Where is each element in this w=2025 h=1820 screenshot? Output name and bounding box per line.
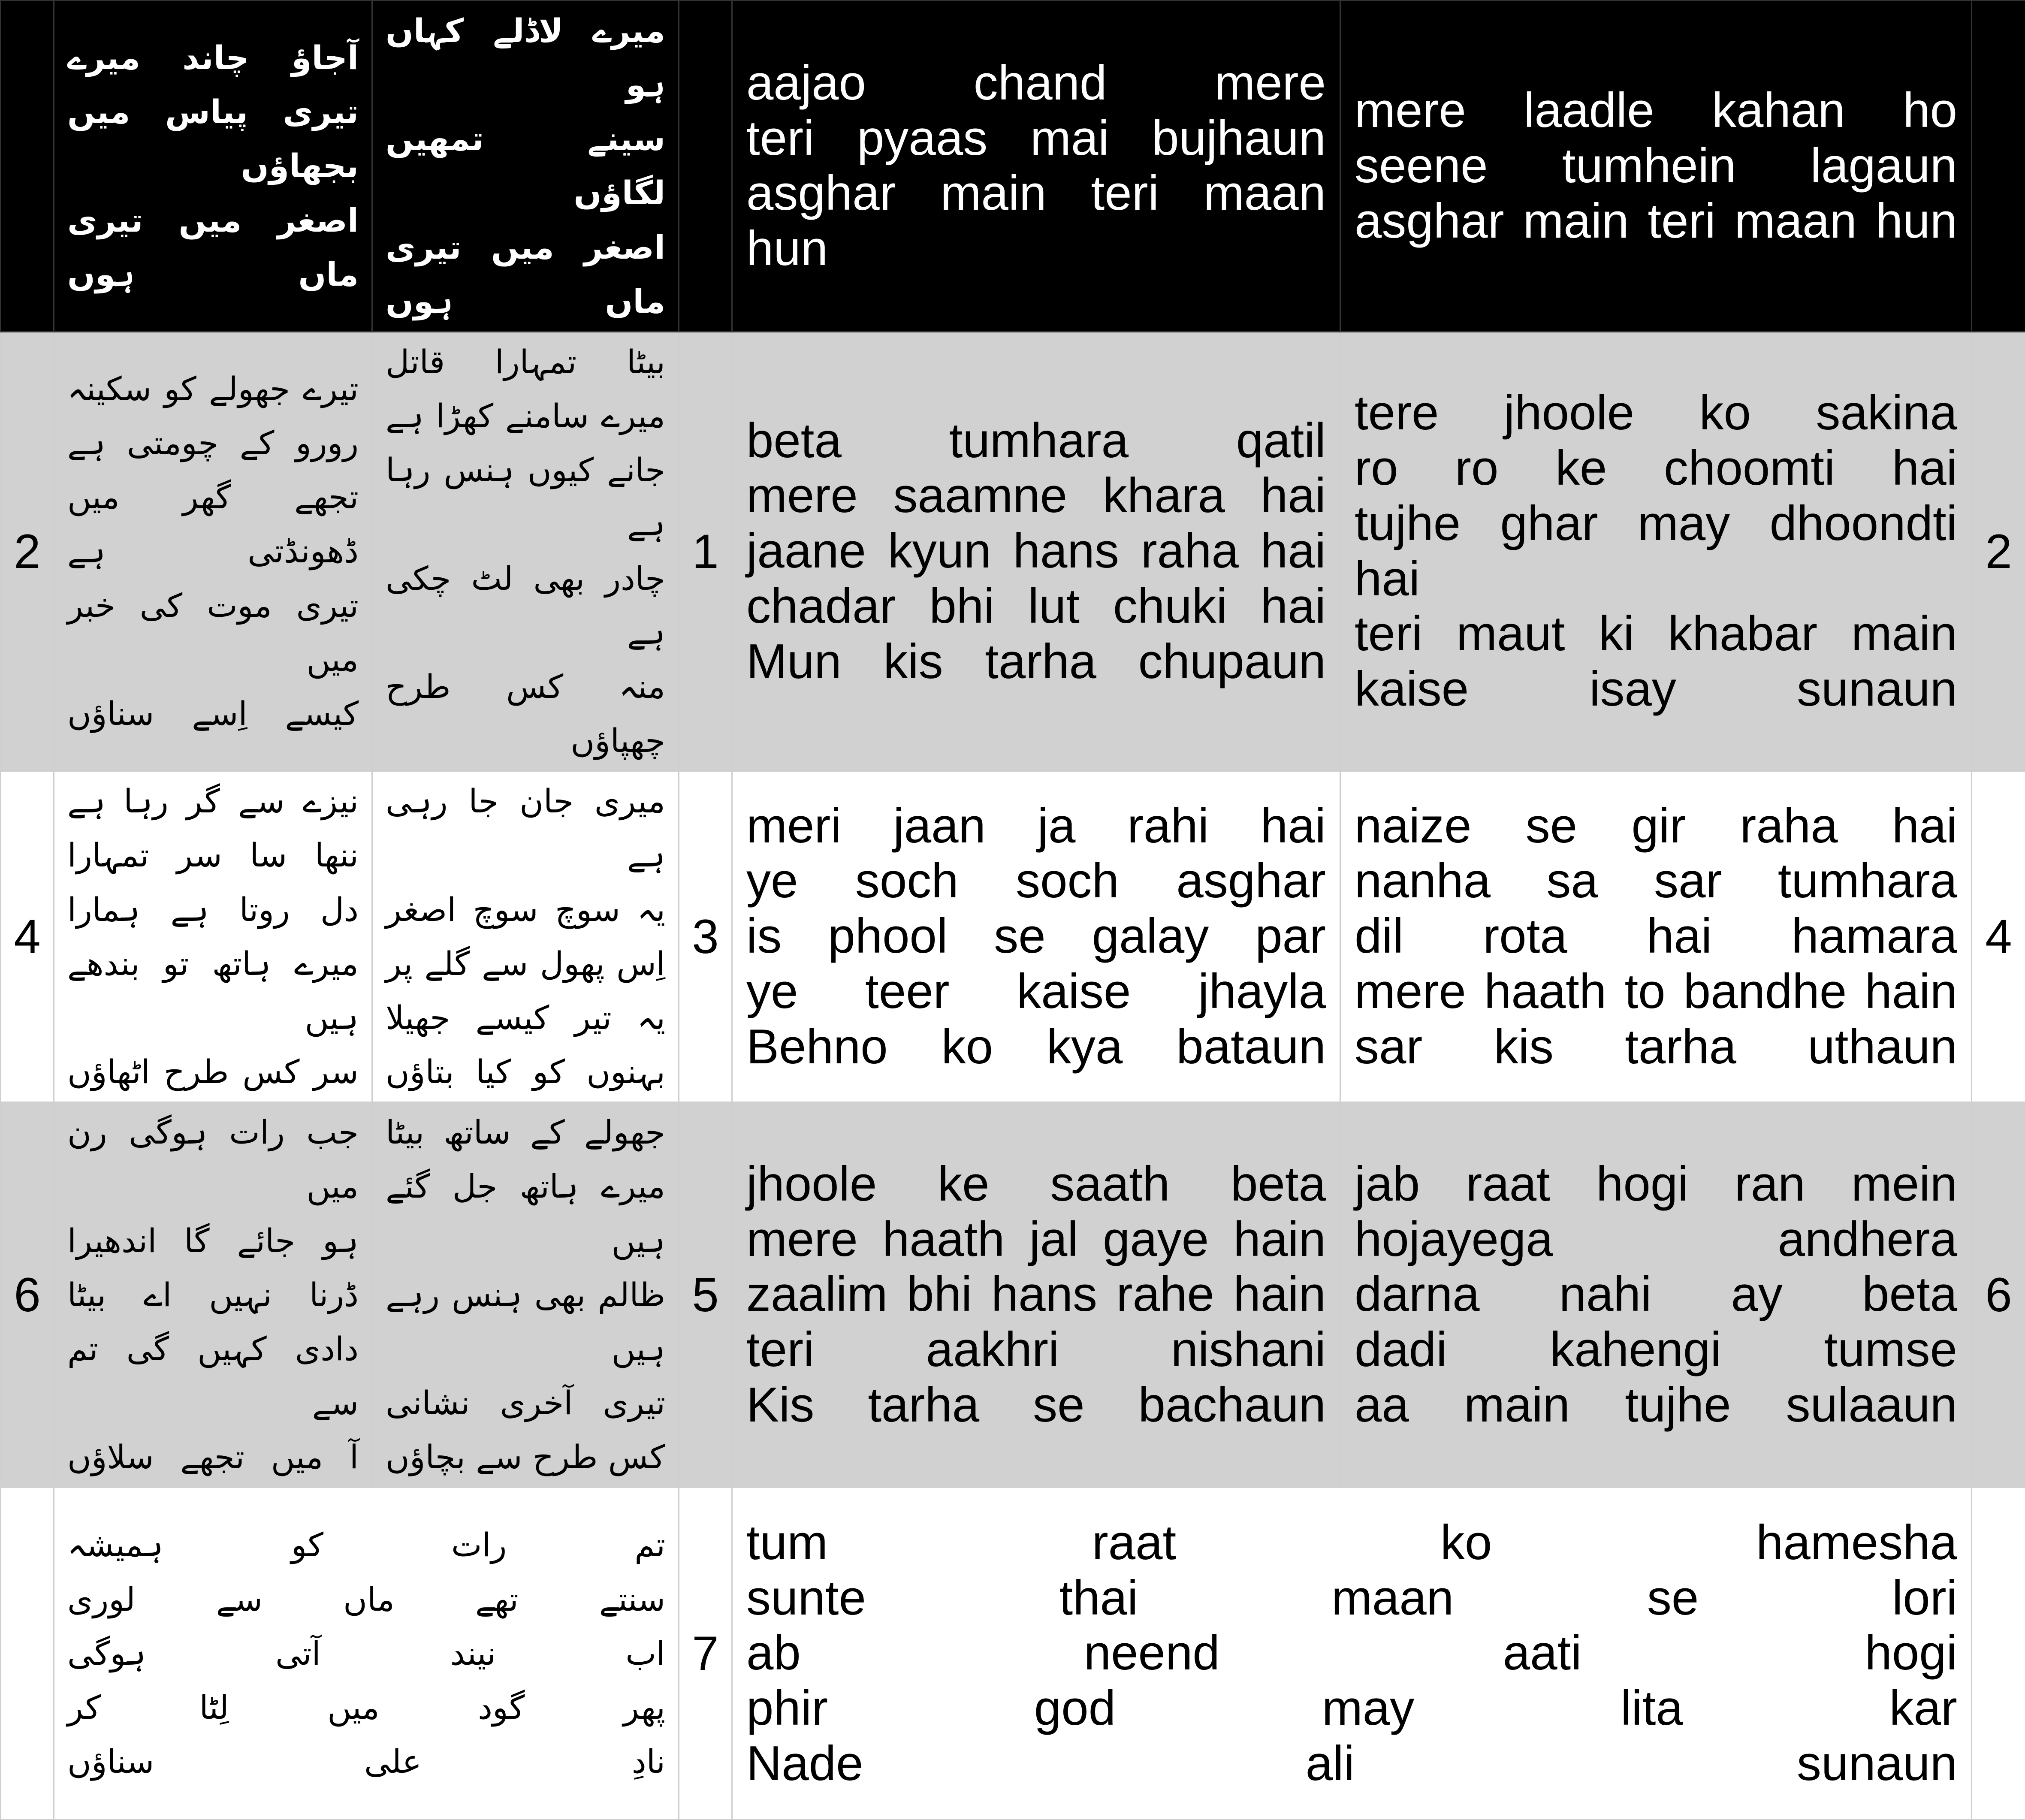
header-right-number-cell (1972, 1, 2025, 332)
header-roman-verse-left: aajao chand mere teri pyaas mai bujhaun asghar main teri maan hun (732, 1, 1340, 332)
urdu-verse-right-stanza: نیزے سے گر رہا ہے ننھا سا سر تمہارا دل روتا ہے ہمارا میرے ہاتھ تو بندھے ہیں سر کس طرح اٹھاؤں (54, 771, 372, 1102)
urdu-verse-left-stanza: میری جان جا رہی ہے یہ سوچ سوچ اصغر اِس پھول سے گلے پر یہ تیر کیسے جھیلا بہنوں کو کیا بتاؤں (372, 771, 679, 1102)
urdu-verse-right-stanza: جب رات ہوگی رن میں ہو جائے گا اندھیرا ڈرنا نہیں اے بیٹا دادی کہیں گی تم سے آ میں تجھے سلاؤں (54, 1102, 372, 1488)
stanza-number-mid: 5 (679, 1102, 732, 1488)
stanza-number-left: 6 (1, 1102, 54, 1488)
roman-verse-right-stanza: naize se gir raha hai nanha sa sar tumhara dil rota hai hamara mere haath to bandhe hain sar kis tarha uthaun (1340, 771, 1972, 1102)
header-urdu-verse-left: میرے لاڈلے کہاں ہو سینے تمھیں لگاؤں اصغر میں تیری ماں ہوں (372, 1, 679, 332)
stanza-number-mid: 1 (679, 332, 732, 771)
stanza-number-right: 4 (1972, 771, 2025, 1102)
stanza-number-left: 2 (1, 332, 54, 771)
roman-verse-right-stanza: tere jhoole ko sakina ro ro ke choomti hai tujhe ghar may dhoondti hai teri maut ki khabar main kaise isay sunaun (1340, 332, 1972, 771)
header-left-number-cell (1, 1, 54, 332)
stanza-row (1, 1102, 2025, 1488)
stanza-number-right: 2 (1972, 332, 2025, 771)
final-left-number-cell (1, 1488, 54, 1820)
urdu-verse-final-stanza: تم رات کو ہمیشہ سنتے تھے ماں سے لوری اب نیند آتی ہوگی پھر گود میں لِٹا کر نادِ علی سناؤں (54, 1488, 679, 1820)
roman-verse-left-stanza: jhoole ke saath beta mere haath jal gaye hain zaalim bhi hans rahe hain teri aakhri nishani Kis tarha se bachaun (732, 1102, 1340, 1488)
final-stanza-row (1, 1488, 2025, 1820)
roman-verse-final-stanza: tum raat ko hamesha sunte thai maan se lori ab neend aati hogi phir god may lita kar Nade ali sunaun (732, 1488, 1972, 1820)
header-mid-number-cell (679, 1, 732, 332)
final-right-number-cell (1972, 1488, 2025, 1820)
urdu-verse-left-stanza: جھولے کے ساتھ بیٹا میرے ہاتھ جل گئے ہیں ظالم بھی ہنس رہے ہیں تیری آخری نشانی کس طرح سے بچاؤں (372, 1102, 679, 1488)
stanza-number-left: 4 (1, 771, 54, 1102)
urdu-verse-left-stanza: بیٹا تمہارا قاتل میرے سامنے کھڑا ہے جانے کیوں ہنس رہا ہے چادر بھی لٹ چکی ہے منہ کس طرح چھپاؤں (372, 332, 679, 771)
header-roman-verse-right: mere laadle kahan ho seene tumhein lagaun asghar main teri maan hun (1340, 1, 1972, 332)
roman-verse-left-stanza: beta tumhara qatil mere saamne khara hai jaane kyun hans raha hai chadar bhi lut chuki hai Mun kis tarha chupaun (732, 332, 1340, 771)
header-row (1, 1, 2025, 332)
stanza-row (1, 332, 2025, 771)
roman-verse-left-stanza: meri jaan ja rahi hai ye soch soch asghar is phool se galay par ye teer kaise jhayla Behno ko kya bataun (732, 771, 1340, 1102)
stanza-number-right: 6 (1972, 1102, 2025, 1488)
urdu-verse-right-stanza: تیرے جھولے کو سکینہ رورو کے چومتی ہے تجھے گھر میں ڈھونڈتی ہے تیری موت کی خبر میں کیسے اِسے سناؤں (54, 332, 372, 771)
header-urdu-verse-right: آجاؤ چاند میرے تیری پیاس میں بجھاؤں اصغر میں تیری ماں ہوں (54, 1, 372, 332)
stanza-row (1, 771, 2025, 1102)
stanza-number-mid: 3 (679, 771, 732, 1102)
roman-verse-right-stanza: jab raat hogi ran mein hojayega andhera darna nahi ay beta dadi kahengi tumse aa main tujhe sulaaun (1340, 1102, 1972, 1488)
stanza-number-mid: 7 (679, 1488, 732, 1820)
